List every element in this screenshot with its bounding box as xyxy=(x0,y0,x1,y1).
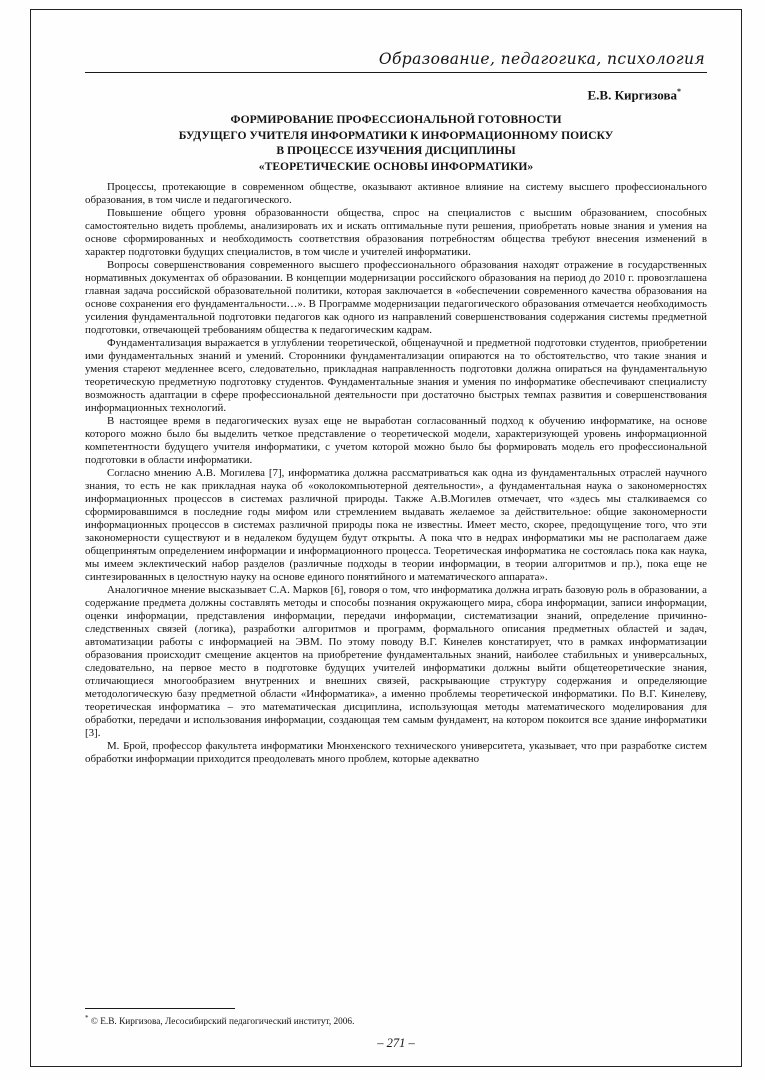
paragraph-3: Вопросы совершенствования современного высшего профессионального образования находят отражение в государственных нормативных документах об образовании. В концепции модернизации российского образования на период до 2010 г. провозглашена главная задача российской образовательной политики, которая заключается в «обеспечении современного качества образования на основе сохранения его фундаментальности…». В Программе модернизации педагогического образования отмечается необходимость усиления фундаментальной подготовки педагогов как одного из направлений совершенствования содержания системы предметной подготовки, отвечающей требованиям общества к педагогическим кадрам. xyxy=(85,259,707,337)
paragraph-2: Повышение общего уровня образованности общества, спрос на специалистов с высшим образованием, способных самостоятельно видеть проблемы, анализировать их и искать оптимальные пути решения, приобретать новые знания и умения на основе сформированных и необходимость соответствия образования потребностям общества требуют внесения изменений в характер подготовки будущих специалистов, в том числе и учителей информатики. xyxy=(85,207,707,259)
paragraph-6: Согласно мнению А.В. Могилева [7], информатика должна рассматриваться как одна из фундаментальных отраслей научного знания, то есть не как прикладная наука об «околокомпьютерной деятельности», а фундаментальная наука о закономерностях информационных процессов в системах различной природы. Также А.В.Могилев отмечает, что «здесь мы сталкиваемся со сформировавшимся в последние годы мифом или стремлением выдавать желаемое за действительное: общие закономерности информационных процессов в системах различной природы пока не известны. Имеет место, скорее, предощущение того, что эти закономерности существуют и в недалеком будущем будут открыты. А пока что в недрах информатики мы не располагаем даже общепринятым определением информации и информационного процесса. Теоретическая информатика не состоялась пока как наука, мы имеем эклектический набор разделов (различные подходы в теории информации, в теории алгоритмов и пр.), пока еще не синтезированных в целостную науку на основе единого понятийного и математического аппарата». xyxy=(85,467,707,584)
footnote-rule xyxy=(85,1008,235,1009)
page-footer xyxy=(85,1008,707,1051)
footnote-text: © Е.В. Киргизова, Лесосибирский педагогический институт, 2006. xyxy=(90,1017,355,1028)
title-line-3: В ПРОЦЕССЕ ИЗУЧЕНИЯ ДИСЦИПЛИНЫ xyxy=(276,144,516,158)
author-line xyxy=(85,87,707,103)
page-number: – 271 – xyxy=(377,1036,415,1051)
journal-section-header: Образование, педагогика, психология xyxy=(378,50,705,68)
title-line-1: ФОРМИРОВАНИЕ ПРОФЕССИОНАЛЬНОЙ ГОТОВНОСТИ xyxy=(230,113,562,127)
page-content xyxy=(85,50,707,766)
footnote xyxy=(85,1013,707,1028)
title-line-2: БУДУЩЕГО УЧИТЕЛЯ ИНФОРМАТИКИ К ИНФОРМАЦИОННОМУ ПОИСКУ xyxy=(178,128,614,142)
paragraph-7: Аналогичное мнение высказывает С.А. Марков [6], говоря о том, что информатика должна играть базовую роль в образовании, а содержание предмета должны составлять методы и способы познания окружающего мира, сбора информации, записи информации, оценки информации, представления информации, передачи информации, систематизации знаний, определение причинно-следственных связей (логика), разработки алгоритмов и программ, формального описания предметных областей и задач, автоматизации работы с информацией на ЭВМ. По этому поводу В.Г. Кинелев констатирует, что в рамках информатизации образования происходит смещение акцентов на приобретение фундаментальных знаний, наиболее стабильных и универсальных, следовательно, на первое место в подготовке будущих учителей информатики должны выйти общетеоретические знания, отличающиеся многообразием внутренних и внешних связей, раскрывающие структуру содержания и определяющие методологическую базу предметной области «Информатика», а именно проблемы теоретической информатики. По В.Г. Кинелеву, теоретическая информатика – это математическая дисциплина, использующая методы математического моделирования для обработки, передачи и использования информации, создающая тем самым фундамент, на котором покоится все здание информатики [3]. xyxy=(85,584,707,740)
footnote-mark: * xyxy=(85,1014,89,1022)
article-title xyxy=(85,112,707,174)
author-name: Е.В. Киргизова xyxy=(587,87,677,103)
paragraph-8: М. Брой, профессор факультета информатики Мюнхенского технического университета, указывает, что при разработке систем обработки информации приходится преодолевать много проблем, которые адекватно xyxy=(85,740,707,766)
article-body xyxy=(85,181,707,766)
title-line-4: «ТЕОРЕТИЧЕСКИЕ ОСНОВЫ ИНФОРМАТИКИ» xyxy=(258,159,534,173)
author-footnote-mark: * xyxy=(677,87,681,96)
paragraph-1: Процессы, протекающие в современном обществе, оказывают активное влияние на систему высшего профессионального образования, в том числе и педагогического. xyxy=(85,181,707,207)
paragraph-5: В настоящее время в педагогических вузах еще не выработан согласованный подход к обучению информатике, на основе которого можно было бы выделить четкое представление о теоретической модели, характеризующей уровень информационной компетентности будущего учителя информатики, с учетом которой можно было бы формировать модель его профессиональной подготовки в области информатики. xyxy=(85,415,707,467)
header-rule xyxy=(85,72,707,73)
paragraph-4: Фундаментализация выражается в углублении теоретической, общенаучной и предметной подготовки студентов, приобретении ими фундаментальных знаний и умений. Сторонники фундаментализации опираются на то обстоятельство, что такие знания и умения стареют медленнее всего, следовательно, прикладная направленность подготовки должна опираться на фундаментальную теоретическую предметную подготовку студентов. Фундаментальные знания и умения по информатике обеспечивают специалисту возможность адаптации в сфере профессиональной деятельности при достаточно быстрых темпах развития и совершенствования информационных технологий. xyxy=(85,337,707,415)
